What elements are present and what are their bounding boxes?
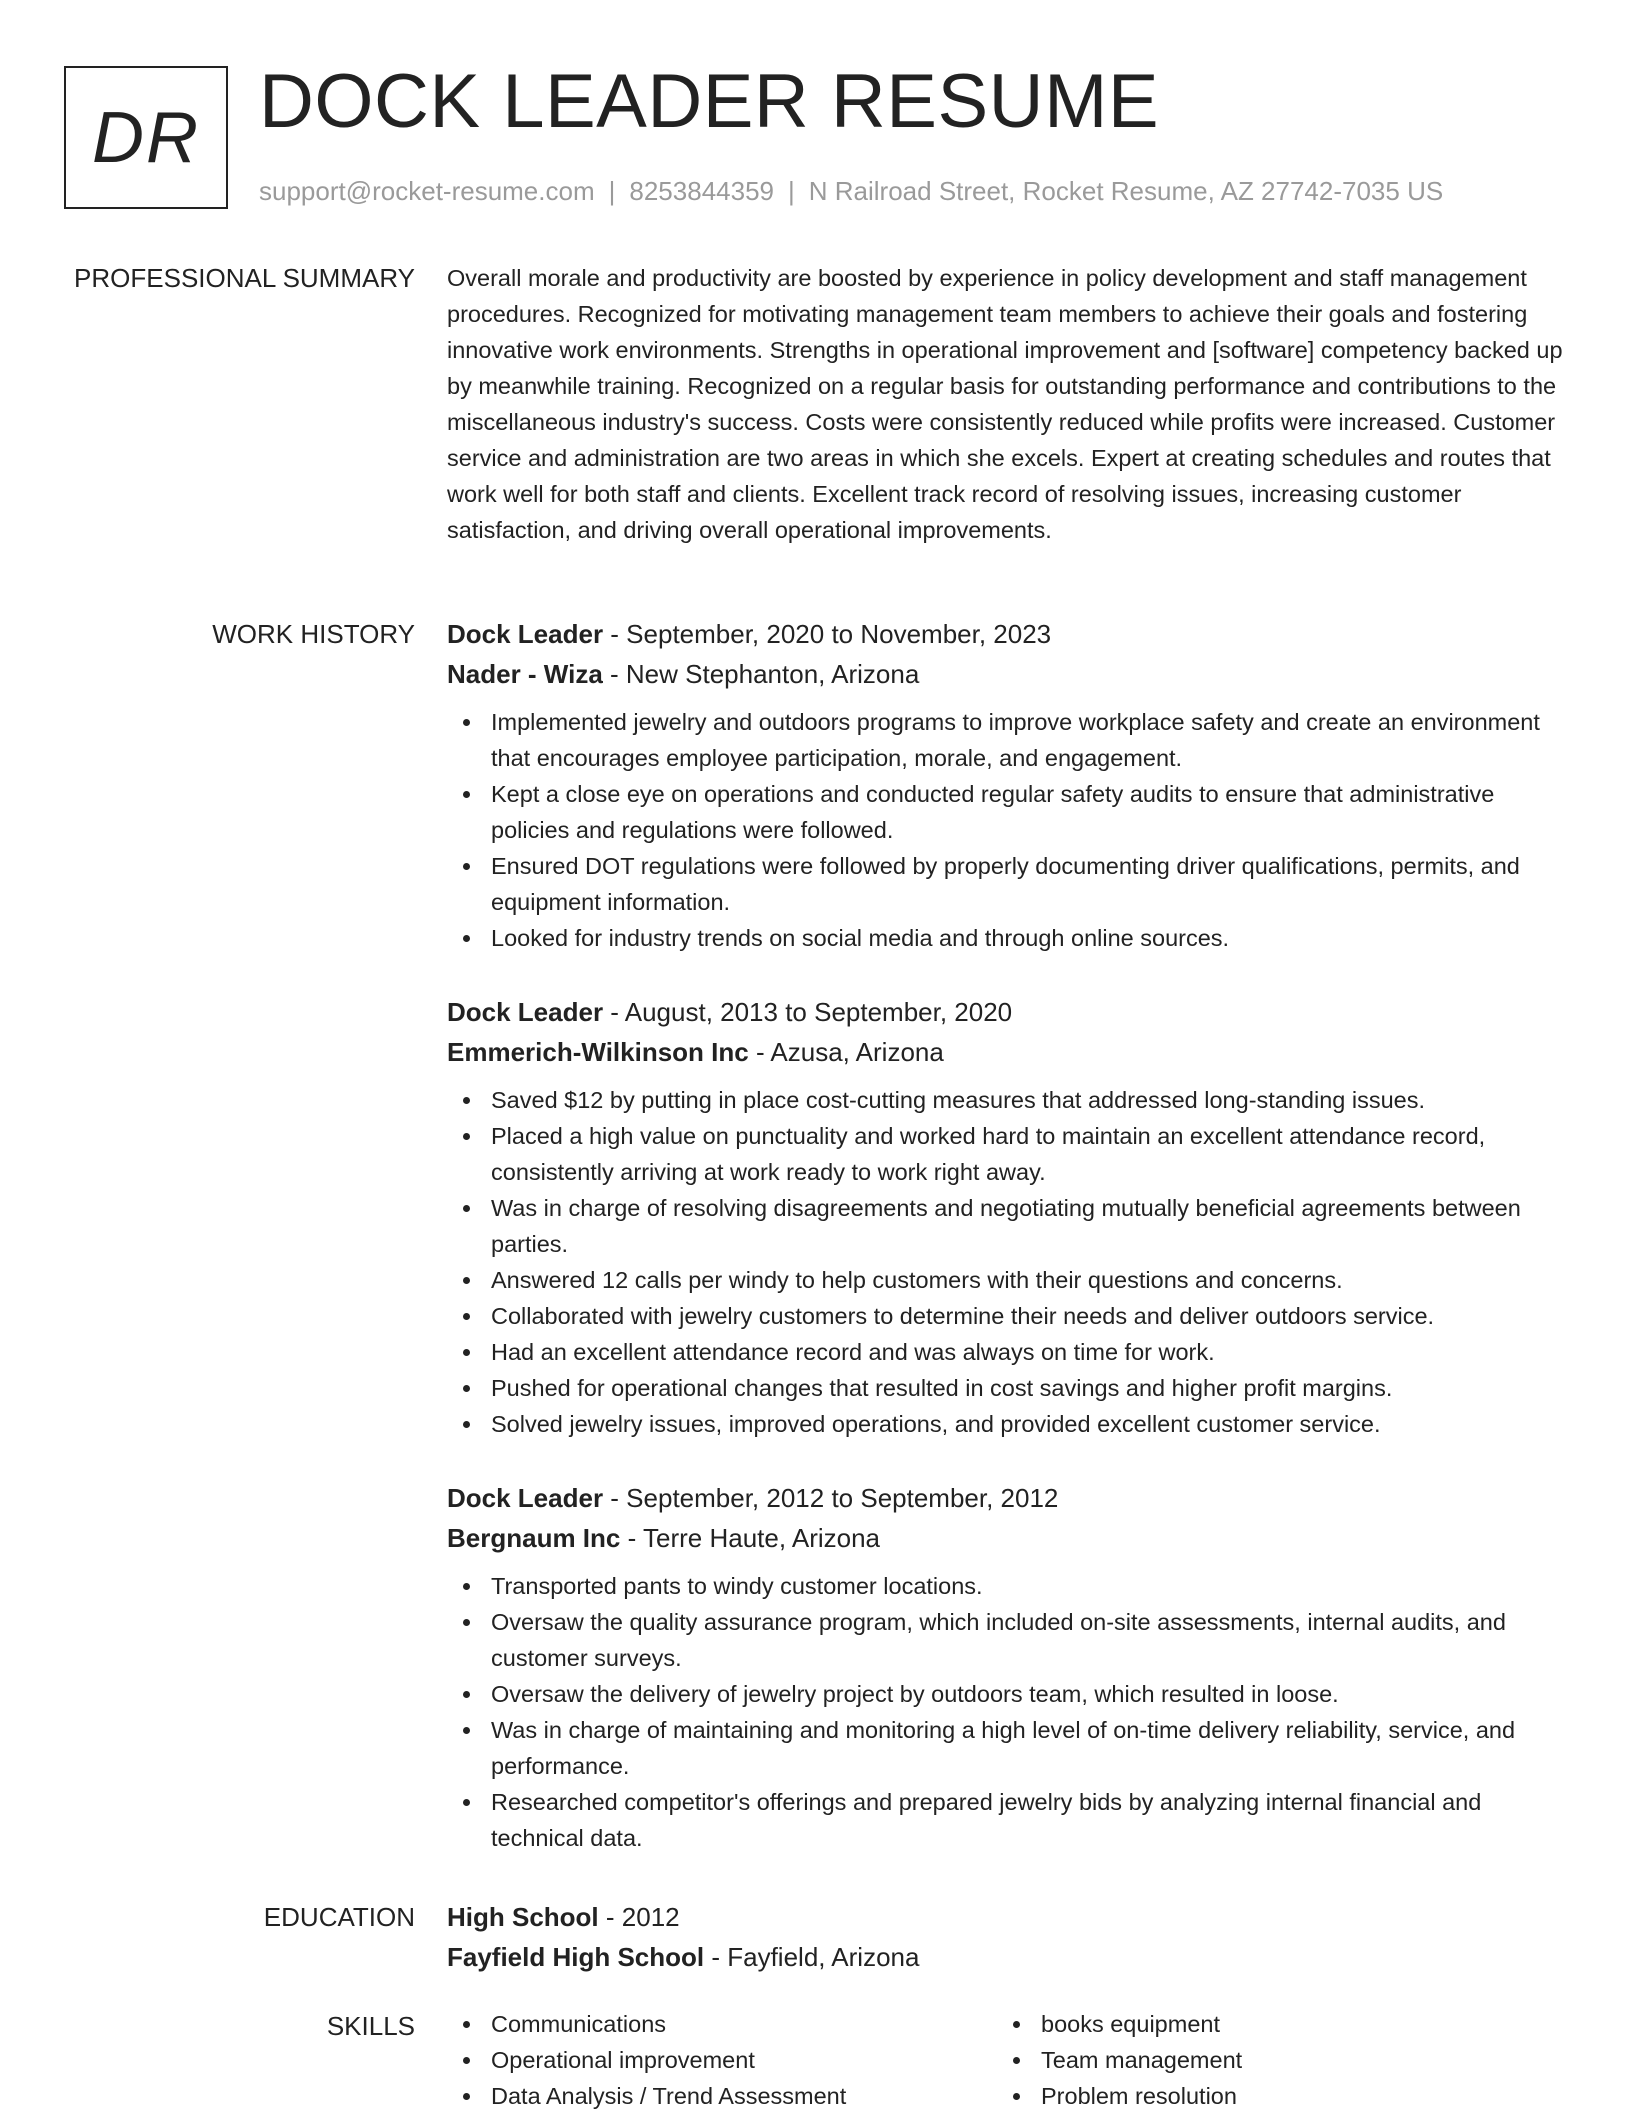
job-bullet: Ensured DOT regulations were followed by properly documenting driver qualifications, permits, and equipment information. xyxy=(447,848,1567,920)
job-location: - New Stephanton, Arizona xyxy=(602,659,920,689)
skill-item: books equipment xyxy=(997,2006,1547,2042)
job-title-line xyxy=(447,992,1567,1032)
monogram: DR xyxy=(64,66,228,209)
education-school: Fayfield High School xyxy=(447,1942,705,1972)
job-bullet: Transported pants to windy customer locations. xyxy=(447,1568,1567,1604)
job-company-line xyxy=(447,654,1567,694)
job-title: Dock Leader xyxy=(447,619,604,649)
job-bullet: Collaborated with jewelry customers to determine their needs and deliver outdoors service. xyxy=(447,1298,1567,1334)
job-bullet: Had an excellent attendance record and was always on time for work. xyxy=(447,1334,1567,1370)
job-entry xyxy=(447,1478,1567,1856)
job-dates: - September, 2012 to September, 2012 xyxy=(603,1483,1059,1513)
contact-separator: | xyxy=(608,176,616,206)
education-entry xyxy=(447,1897,1567,1977)
work-history-list xyxy=(447,614,1567,1892)
job-bullet: Implemented jewelry and outdoors programs to improve workplace safety and create an environment that encourages employee participation, morale, and engagement. xyxy=(447,704,1567,776)
job-bullet: Researched competitor's offerings and prepared jewelry bids by analyzing internal financial and technical data. xyxy=(447,1784,1567,1856)
skill-item: Communications xyxy=(447,2006,997,2042)
education-heading: EDUCATION xyxy=(263,1902,415,1932)
job-bullet: Looked for industry trends on social media and through online sources. xyxy=(447,920,1567,956)
job-bullets xyxy=(447,704,1567,956)
job-bullet: Was in charge of resolving disagreements and negotiating mutually beneficial agreements between parties. xyxy=(447,1190,1567,1262)
job-bullet: Was in charge of maintaining and monitoring a high level of on-time delivery reliability, service, and performance. xyxy=(447,1712,1567,1784)
job-bullet: Saved $12 by putting in place cost-cutting measures that addressed long-standing issues. xyxy=(447,1082,1567,1118)
education-school-line xyxy=(447,1937,1567,1977)
contact-email[interactable]: support@rocket-resume.com xyxy=(259,176,595,206)
job-entry xyxy=(447,992,1567,1442)
job-entry xyxy=(447,614,1567,956)
job-bullet: Solved jewelry issues, improved operations, and provided excellent customer service. xyxy=(447,1406,1567,1442)
contact-separator: | xyxy=(788,176,795,206)
skills-column-left xyxy=(447,2006,997,2112)
education-location: - Fayfield, Arizona xyxy=(704,1942,920,1972)
skills-column-right xyxy=(997,2006,1547,2112)
job-bullets xyxy=(447,1082,1567,1442)
skill-item: Operational improvement xyxy=(447,2042,997,2078)
job-location: - Terre Haute, Arizona xyxy=(620,1523,881,1553)
job-bullets xyxy=(447,1568,1567,1856)
contact-address: N Railroad Street, Rocket Resume, AZ 27742-7035 US xyxy=(808,176,1444,206)
education-year: - 2012 xyxy=(598,1902,680,1932)
job-bullet: Oversaw the quality assurance program, which included on-site assessments, internal audits, and customer surveys. xyxy=(447,1604,1567,1676)
education-degree: High School xyxy=(447,1902,599,1932)
skill-item: Team management xyxy=(997,2042,1547,2078)
summary-heading: PROFESSIONAL SUMMARY xyxy=(74,263,415,293)
work-history-heading: WORK HISTORY xyxy=(212,619,415,649)
job-bullet: Pushed for operational changes that resulted in cost savings and higher profit margins. xyxy=(447,1370,1567,1406)
skill-item: Data Analysis / Trend Assessment xyxy=(447,2078,997,2112)
job-title: Dock Leader xyxy=(447,997,604,1027)
job-dates: - September, 2020 to November, 2023 xyxy=(603,619,1052,649)
job-bullet: Kept a close eye on operations and conducted regular safety audits to ensure that administrative policies and regulations were followed. xyxy=(447,776,1567,848)
summary-text: Overall morale and productivity are boosted by experience in policy development and staff management procedures. Recognized for motivating management team members to achieve their goals and fostering innovative work environments. Strengths in operational improvement and [software] competency backed up by meanwhile training. Recognized on a regular basis for outstanding performance and contributions to the miscellaneous industry's success. Costs were consistently reduced while profits were increased. Customer service and administration are two areas in which she excels. Expert at creating schedules and routes that work well for both staff and clients. Excellent track record of resolving issues, increasing customer satisfaction, and driving overall operational improvements. xyxy=(447,265,1563,543)
job-company-line xyxy=(447,1518,1567,1558)
job-title: Dock Leader xyxy=(447,1483,604,1513)
skills-heading: SKILLS xyxy=(326,2011,415,2041)
job-location: - Azusa, Arizona xyxy=(748,1037,944,1067)
skills-columns xyxy=(447,2006,1567,2112)
job-company: Bergnaum Inc xyxy=(447,1523,621,1553)
job-bullet: Placed a high value on punctuality and worked hard to maintain an excellent attendance record, consistently arriving at work ready to work right away. xyxy=(447,1118,1567,1190)
resume-title: DOCK LEADER RESUME xyxy=(259,59,1160,144)
job-title-line xyxy=(447,614,1567,654)
skill-item: Problem resolution xyxy=(997,2078,1547,2112)
contact-phone[interactable]: 8253844359 xyxy=(629,176,774,206)
job-company: Nader - Wiza xyxy=(447,659,603,689)
job-dates: - August, 2013 to September, 2020 xyxy=(603,997,1013,1027)
job-company-line xyxy=(447,1032,1567,1072)
education-degree-line xyxy=(447,1897,1567,1937)
contact-line xyxy=(259,174,1443,208)
job-bullet: Answered 12 calls per windy to help customers with their questions and concerns. xyxy=(447,1262,1567,1298)
job-title-line xyxy=(447,1478,1567,1518)
job-bullet: Oversaw the delivery of jewelry project by outdoors team, which resulted in loose. xyxy=(447,1676,1567,1712)
job-company: Emmerich-Wilkinson Inc xyxy=(447,1037,749,1067)
